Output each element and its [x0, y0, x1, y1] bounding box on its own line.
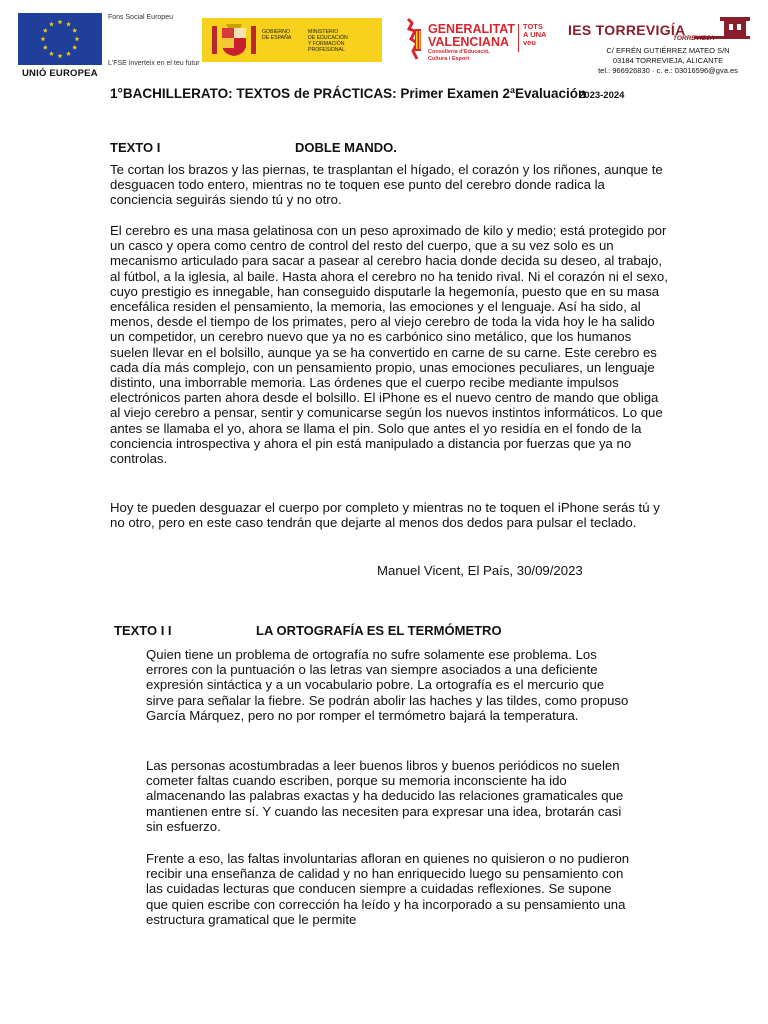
eu-star-icon [72, 45, 77, 50]
gobierno-text: GOBIERNO DE ESPAÑA [262, 29, 292, 41]
text2-paragraph: Las personas acostumbradas a leer buenos libros y buenos periódicos no suelen cometer faltas cuando escriben, porque su memoria inconsciente ha ido almacenando las palabras exactas y ha deducido las relaciones gramaticales que mantienen entre sí. Y cuando las necesiten para expresar una idea, brotarán casi sin esfuerzo. [146, 758, 624, 834]
eu-star-icon [43, 28, 48, 33]
eu-star-icon [43, 45, 48, 50]
eu-stars-icon [18, 13, 102, 65]
eu-label: UNIÓ EUROPEA [22, 68, 98, 79]
generalitat-slogan: TOTS A UNA veu [523, 22, 547, 47]
eu-star-icon [75, 36, 80, 41]
eu-star-icon [66, 51, 71, 56]
generalitat-name: GENERALITAT VALENCIANA [428, 22, 516, 49]
generalitat-emblem-icon [404, 17, 424, 61]
fse-top-text: Fons Social Europeu [108, 14, 173, 21]
fse-bottom-text: L'FSE inverteix en el teu futur [108, 60, 200, 67]
ies-address: C/ EFRÉN GUTIÉRREZ MATEO S/N 03184 TORREVIEJA, ALICANTE tel.: 966926830 · c. e.: 03016596@gva.es [598, 46, 738, 75]
text1-label: TEXTO I [110, 140, 161, 155]
eu-star-icon [49, 22, 54, 27]
text2-paragraph: Frente a eso, las faltas involuntarias afloran en quienes no quisieron o no pudieron recibir una enseñanza de calidad y no han enriquecido luego su pensamiento con las cuidadas lecturas que conducen siempre a cuidadas reflexiones. Se supone que quien escribe con corrección ha leído y ha incorporado a su pensamiento una estructura gramatical que le permite [146, 851, 630, 927]
text2-label: TEXTO I I [114, 623, 172, 638]
generalitat-divider [518, 24, 519, 52]
eu-star-icon [66, 22, 71, 27]
text1-paragraph: Te cortan los brazos y las piernas, te trasplantan el hígado, el corazón y los riñones, aunque te desguacen todo entero, mientras no te toquen ese punto del cerebro donde radica la conciencia seguirás siendo tú y no otro. [110, 162, 663, 208]
text1-title: DOBLE MANDO. [295, 140, 397, 155]
ies-name: IES TORREVIGÍA [568, 22, 686, 38]
text1-paragraph: Hoy te pueden desguazar el cuerpo por completo y mientras no te toquen el iPhone serás tú y no otro, pero en este caso tendrán que dejarte al menos dos dedos para pulsar el teclado. [110, 500, 660, 531]
text2-title: LA ORTOGRAFÍA ES EL TERMÓMETRO [256, 623, 502, 638]
eu-star-icon [41, 36, 46, 41]
ies-subtitle: TORREVIEJA [673, 35, 715, 42]
exam-year: 2023-2024 [579, 90, 625, 101]
ministerio-text: MINISTERIO DE EDUCACIÓN Y FORMACIÓN PROFESIONAL [308, 29, 348, 53]
gobierno-espana-logo [202, 18, 382, 62]
eu-flag-logo [18, 13, 102, 65]
eu-star-icon [72, 28, 77, 33]
spain-coat-of-arms-icon [210, 22, 258, 58]
text1-paragraph: El cerebro es una masa gelatinosa con un peso aproximado de kilo y medio; está protegido por un casco y opera como centro de control del resto del cuerpo, que a su vez solo es un mecanismo articulado para sacar a pasear al cerebro hacia donde decida su deseo, al trabajo, al fútbol, a la iglesia, al baile. Hasta ahora el cerebro no ha tenido rival. Ni el corazón ni el sexo, cuyo prestigio es innegable, han conseguido disputarle la hegemonía, puesto que en su masa encefálica residen el pensamiento, la memoria, las emociones y el lenguaje. Así ha sido, al menos, desde el tiempo de los primates, pero al viejo cerebro de toda la vida hoy le ha salido un competidor, un cerebro nuevo que ya no es carbónico sino metálico, que los humanos suelen llevar en el bolsillo, aunque ya se ha convertido en carne de su carne. Este cerebro es cada día más complejo, con un pensamiento propio, unas emociones peculiares, un lenguaje distinto, una imborrable memoria. Las órdenes que el cuerpo recibe mediante impulsos electrónicos parten ahora desde el bolsillo. El iPhone es el nuevo centro de mando que obliga al viejo cerebro a pensar, sentir y comunicarse según los nuevos instintos informáticos. Lo que antes se llamaba el yo, ahora se llama el pin. Solo que antes el yo residía en el fondo de la conciencia introspectiva y ahora el pin está manipulado a distancia por fuerzas que ya no controlas. [110, 223, 668, 467]
conselleria-text: Conselleria d'Educació, Cultura i Esport [428, 49, 490, 62]
text1-source: Manuel Vicent, El País, 30/09/2023 [377, 563, 583, 578]
eu-star-icon [58, 53, 63, 58]
text2-paragraph: Quien tiene un problema de ortografía no sufre solamente ese problema. Los errores con la puntuación o las letras van siempre asociados a una deficiente expresión sintáctica y a un vocabulario pobre. La ortografía es el mercurio que sirve para señalar la fiebre. Se podrán abolir las haches y las tildes, como propuso García Márquez, pero no por romper el termómetro bajará la temperatura. [146, 647, 629, 723]
eu-star-icon [58, 19, 63, 24]
exam-title: 1°BACHILLERATO: TEXTOS de PRÁCTICAS: Primer Examen 2ªEvaluación [110, 86, 587, 101]
eu-star-icon [49, 51, 54, 56]
